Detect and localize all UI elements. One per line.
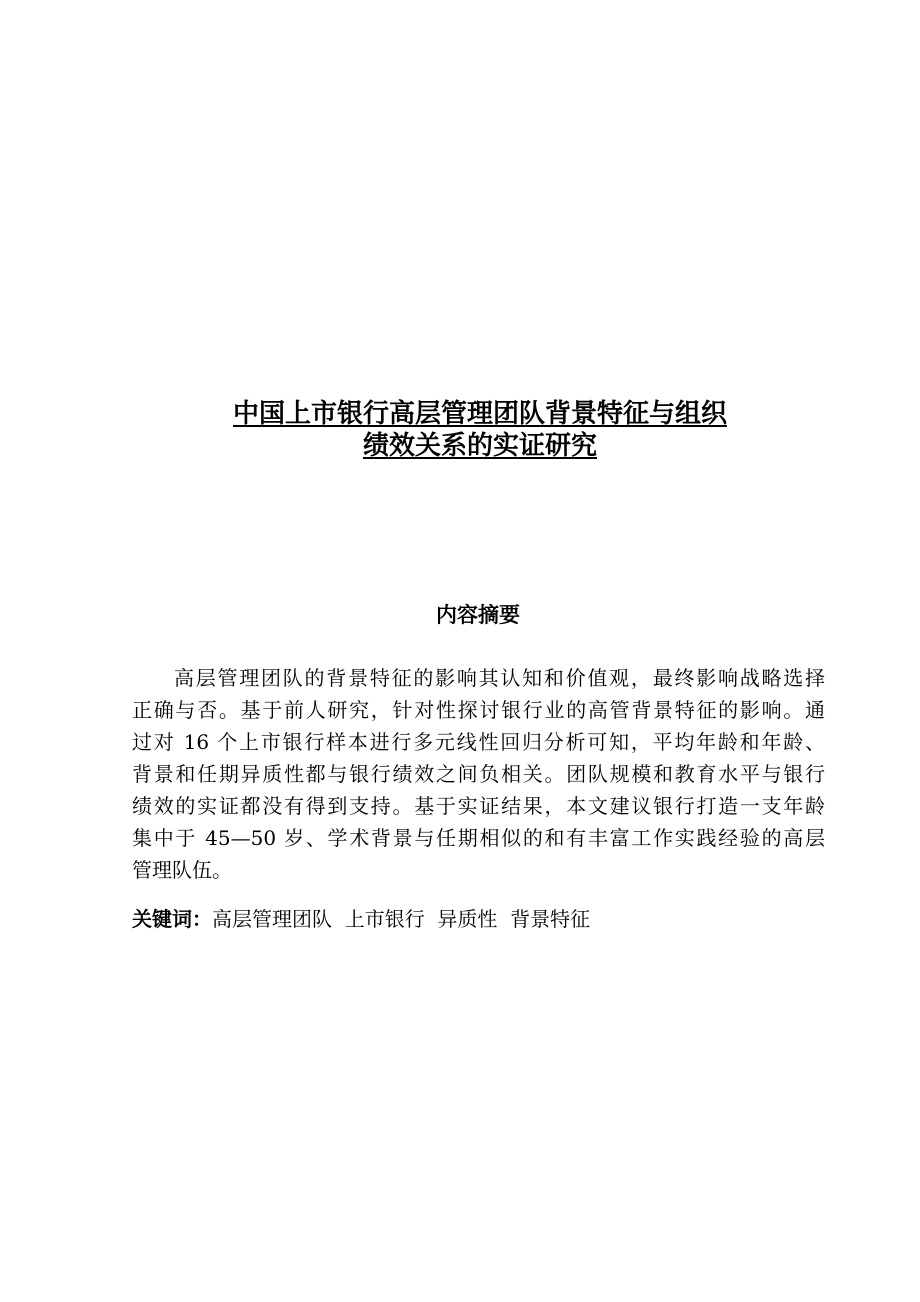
abstract-line: 绩效的实证都没有得到支持。基于实证结果，本文建议银行打造一支年龄 xyxy=(132,794,825,818)
document-title-line-2: 绩效关系的实证研究 xyxy=(362,431,597,461)
keywords xyxy=(132,903,825,935)
keywords-label: 关键词： xyxy=(132,907,212,931)
keywords-list: 高层管理团队 上市银行 异质性 背景特征 xyxy=(212,907,591,931)
abstract-line: 背景和任期异质性都与银行绩效之间负相关。团队规模和教育水平与银行 xyxy=(132,762,825,786)
abstract-heading: 内容摘要 xyxy=(436,603,520,627)
abstract-paragraph xyxy=(132,662,825,886)
abstract-line: 集中于 45—50 岁、学术背景与任期相似的和有丰富工作实践经验的高层 xyxy=(132,826,825,850)
abstract-line: 正确与否。基于前人研究，针对性探讨银行业的高管背景特征的影响。通 xyxy=(132,698,825,722)
document-title xyxy=(0,398,920,462)
abstract-line: 管理队伍。 xyxy=(132,858,232,882)
document-title-line-1: 中国上市银行高层管理团队背景特征与组织 xyxy=(232,399,727,429)
abstract-line: 过对 16 个上市银行样本进行多元线性回归分析可知，平均年龄和年龄、 xyxy=(132,730,825,754)
abstract-line: 高层管理团队的背景特征的影响其认知和价值观，最终影响战略选择 xyxy=(174,666,825,690)
